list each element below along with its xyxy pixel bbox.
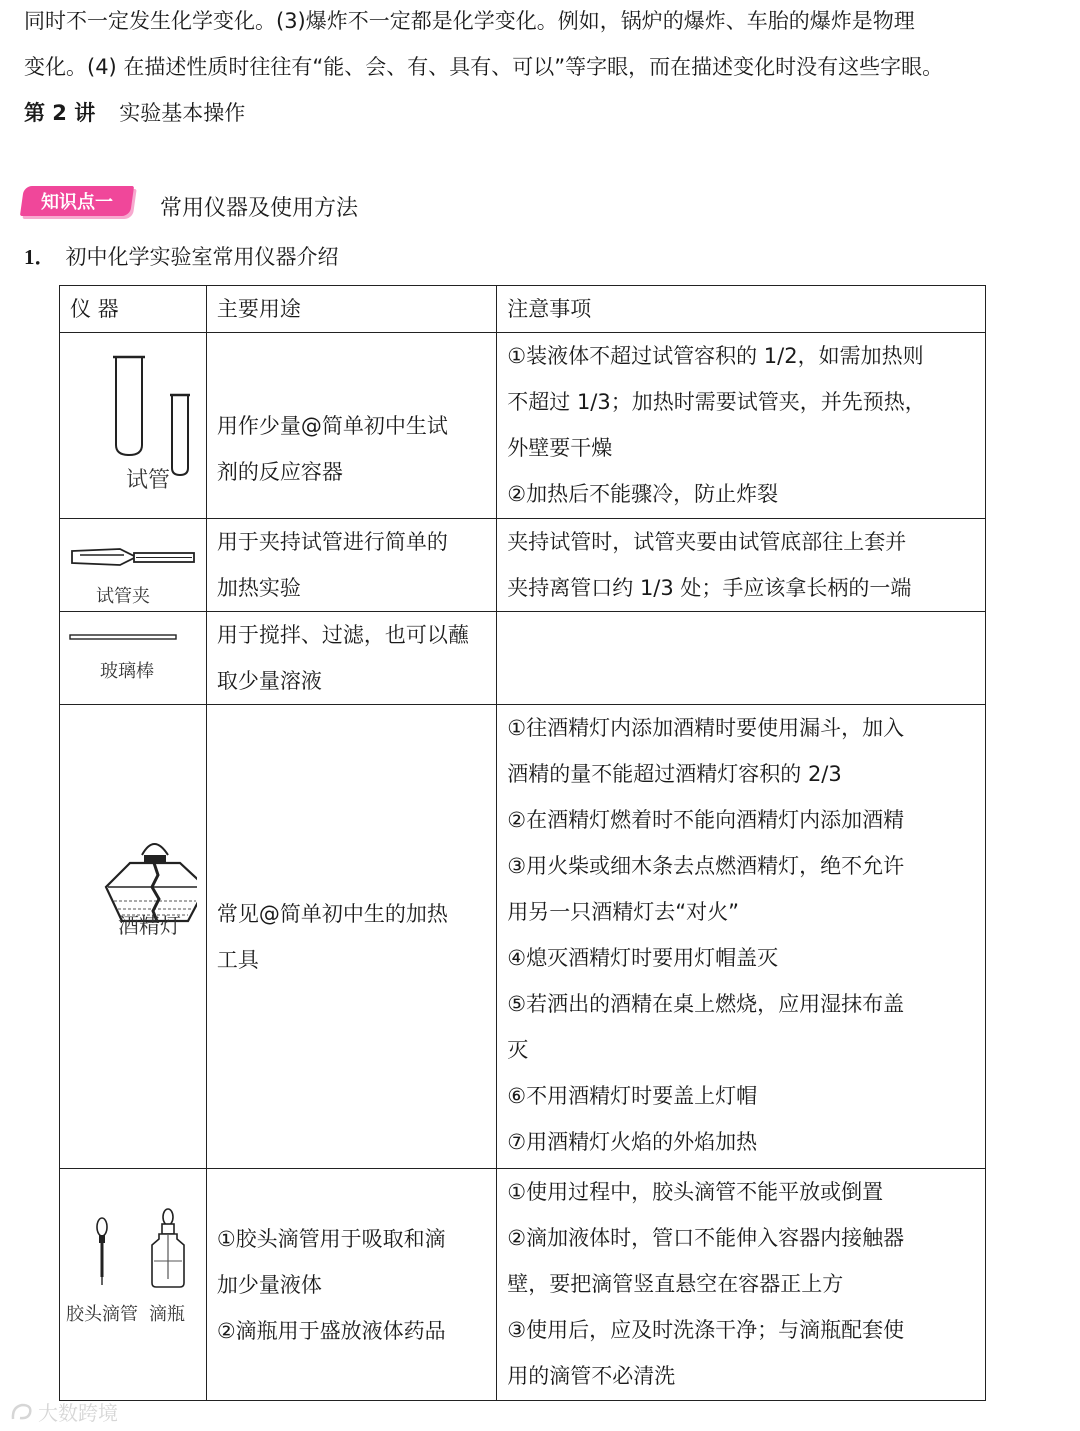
lecture-title: 实验基本操作 <box>119 101 246 125</box>
watermark <box>10 1397 118 1426</box>
table-row-test-tube <box>60 333 986 519</box>
test-tube-cell <box>60 333 207 519</box>
dropper-cell <box>60 1169 207 1401</box>
subsection-title <box>24 241 339 271</box>
lecture-heading <box>24 90 1064 136</box>
subsection-text: 初中化学实验室常用仪器介绍 <box>65 245 339 269</box>
test-tube-caption: 试管 <box>126 467 171 492</box>
knowledge-point-badge: 知识点一 <box>20 186 134 216</box>
table-row-alcohol-lamp <box>60 705 986 1169</box>
header-instrument: 仪 器 <box>60 286 207 333</box>
alcohol-lamp-usage: 常见@简单初中生的加热 工具 <box>206 705 496 1169</box>
watermark-text: 大数跨境 <box>38 1401 118 1425</box>
tube-holder-notes: 夹持试管时，试管夹要由试管底部往上套并 夹持离管口约 1/3 处；手应该拿长柄的一端 <box>497 519 986 612</box>
alcohol-lamp-caption: 酒精灯 <box>118 914 181 938</box>
instrument-table <box>59 285 986 1401</box>
watermark-logo-icon <box>10 1401 34 1423</box>
header-notes: 注意事项 <box>497 286 986 333</box>
glass-rod-usage: 用于搅拌、过滤，也可以蘸 取少量溶液 <box>206 612 496 705</box>
glass-rod-cell <box>60 612 207 705</box>
glass-rod-caption: 玻璃棒 <box>100 661 154 681</box>
test-tube-usage: 用作少量@简单初中生试 剂的反应容器 <box>206 333 496 519</box>
lecture-number: 第 2 讲 <box>24 101 96 125</box>
intro-line-2: 变化。(4) 在描述性质时往往有“能、会、有、具有、可以”等字眼，而在描述变化时没有这些字眼。 <box>24 55 944 79</box>
header-usage: 主要用途 <box>206 286 496 333</box>
alcohol-lamp-cell <box>60 705 207 1169</box>
dropper-bottle-icon <box>60 1169 197 1401</box>
test-tube-notes: ①装液体不超过试管容积的 1/2，如需加热则 不超过 1/3；加热时需要试管夹，并先预热， 外壁要干燥 ②加热后不能骤冷，防止炸裂 <box>497 333 986 519</box>
table-row-tube-holder <box>60 519 986 612</box>
alcohol-lamp-notes: ①往酒精灯内添加酒精时要使用漏斗，加入 酒精的量不能超过酒精灯容积的 2/3 ②在酒精灯燃着时不能向酒精灯内添加酒精 ③用火柴或细木条去点燃酒精灯，绝不允许 用另一只酒精灯去“对火” ④熄灭酒精灯时要用灯帽盖灭 ⑤若洒出的酒精在桌上燃烧，应用湿抹布盖 灭 ⑥不用酒精灯时要盖上灯帽 ⑦用酒精灯火焰的外焰加热 <box>497 705 986 1169</box>
dropper-notes: ①使用过程中，胶头滴管不能平放或倒置 ②滴加液体时，管口不能伸入容器内接触器 壁，要把滴管竖直悬空在容器正上方 ③使用后，应及时洗涤干净；与滴瓶配套使 用的滴管不必清洗 <box>497 1169 986 1401</box>
intro-line-1: 同时不一定发生化学变化。(3)爆炸不一定都是化学变化。例如，锅炉的爆炸、车胎的爆炸是物理 <box>24 9 915 33</box>
table-row-glass-rod <box>60 612 986 705</box>
section-title: 常用仪器及使用方法 <box>160 196 359 221</box>
subsection-number: 1． <box>24 245 56 269</box>
dropper-caption: 胶头滴管 <box>66 1304 138 1324</box>
table-header-row <box>60 286 986 333</box>
dropper-usage: ①胶头滴管用于吸取和滴 加少量液体 ②滴瓶用于盛放液体药品 <box>206 1169 496 1401</box>
glass-rod-notes <box>497 612 986 705</box>
tube-holder-caption: 试管夹 <box>96 586 150 606</box>
tube-holder-usage: 用于夹持试管进行简单的 加热实验 <box>206 519 496 612</box>
dropper-bottle-caption: 滴瓶 <box>149 1304 185 1324</box>
tube-holder-cell <box>60 519 207 612</box>
table-row-dropper <box>60 1169 986 1401</box>
